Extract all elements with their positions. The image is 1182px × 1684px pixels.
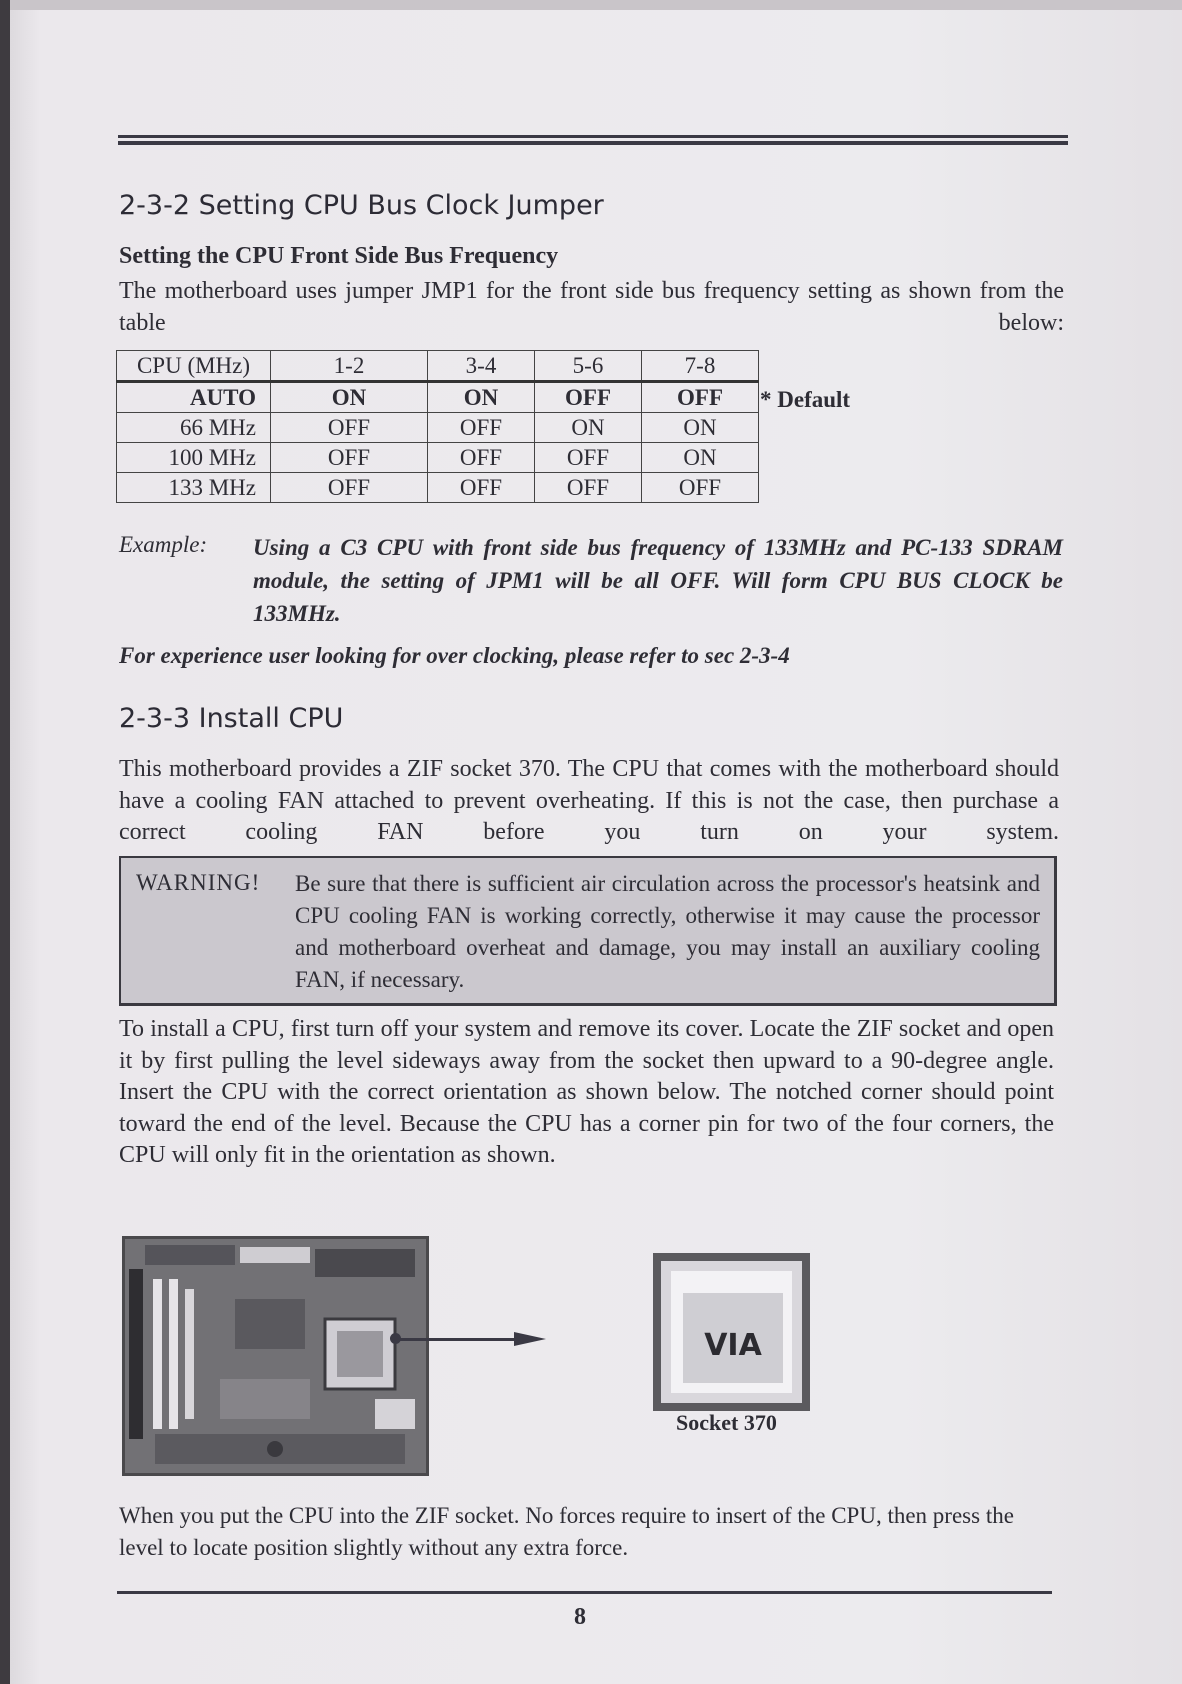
- example-label: Example:: [119, 532, 208, 557]
- subheading-fsb: Setting the CPU Front Side Bus Frequency: [119, 243, 559, 269]
- header-rule: [118, 135, 1068, 138]
- cpu-chip-illustration: [653, 1253, 810, 1411]
- arrow-origin-dot: [390, 1333, 401, 1344]
- socket-caption: Socket 370: [676, 1410, 777, 1435]
- table-cell: OFF: [428, 473, 535, 503]
- warning-label: WARNING!: [136, 870, 261, 895]
- table-cell: 66 MHz: [117, 413, 271, 443]
- table-row: [117, 443, 759, 473]
- example-text: Using a C3 CPU with front side bus frequency of 133MHz and PC-133 SDRAM module, the setting of JPM1 will be all OFF. Will form CPU BUS CLOCK be 133MHz.: [253, 535, 1063, 626]
- table-cell: ON: [428, 382, 535, 413]
- table-cell: OFF: [271, 473, 428, 503]
- table-cell: 100 MHz: [117, 443, 271, 473]
- section-heading-install-cpu: 2-3-3 Install CPU: [119, 703, 344, 734]
- table-cell: OFF: [428, 443, 535, 473]
- table-header-cell: 5-6: [535, 351, 642, 382]
- motherboard-illustration: [125, 1239, 426, 1473]
- header-rule: [118, 141, 1068, 145]
- table-cell: ON: [642, 443, 759, 473]
- table-cell: OFF: [535, 443, 642, 473]
- table-cell: OFF: [428, 413, 535, 443]
- table-cell: AUTO: [117, 382, 271, 413]
- table-row: [117, 413, 759, 443]
- motherboard-photo: [122, 1236, 429, 1476]
- closing-paragraph: When you put the CPU into the ZIF socket. No forces require to insert of the CPU, then press the level to locate position slightly without any extra force.: [119, 1503, 1014, 1560]
- section-heading-bus-clock: 2-3-2 Setting CPU Bus Clock Jumper: [119, 190, 604, 221]
- table-header-cell: CPU (MHz): [117, 351, 271, 382]
- arrow-head-icon: [514, 1332, 546, 1346]
- table-cell: ON: [642, 413, 759, 443]
- table-row: [117, 473, 759, 503]
- table-header-cell: 7-8: [642, 351, 759, 382]
- table-header-cell: 1-2: [271, 351, 428, 382]
- table-cell: OFF: [535, 473, 642, 503]
- install-paragraph: This motherboard provides a ZIF socket 370. The CPU that comes with the motherboard should have a cooling FAN attached to prevent overheating. If this is not the case, then purchase a correct cooling FAN before you turn on your system.: [119, 756, 1059, 845]
- table-cell: OFF: [271, 413, 428, 443]
- table-cell: 133 MHz: [117, 473, 271, 503]
- table-cell: OFF: [642, 382, 759, 413]
- page-number: 8: [574, 1604, 586, 1630]
- cpu-socket-photo: [653, 1253, 810, 1411]
- table-cell: OFF: [271, 443, 428, 473]
- warning-box: [119, 856, 1057, 1006]
- table-header-cell: 3-4: [428, 351, 535, 382]
- pointer-arrow: [396, 1338, 516, 1341]
- intro-paragraph: The motherboard uses jumper JMP1 for the front side bus frequency setting as shown from the table below:: [119, 278, 1064, 336]
- table-cell: OFF: [535, 382, 642, 413]
- overclock-note: For experience user looking for over clocking, please refer to sec 2-3-4: [119, 643, 790, 668]
- page-top-edge: [0, 0, 1182, 10]
- page-binding-edge: [0, 0, 10, 1684]
- table-cell: OFF: [642, 473, 759, 503]
- default-note: * Default: [760, 387, 851, 412]
- via-logo: VIA: [704, 1328, 762, 1363]
- table-row: [117, 382, 759, 413]
- table-cell: ON: [271, 382, 428, 413]
- table-cell: ON: [535, 413, 642, 443]
- install-steps-paragraph: To install a CPU, first turn off your system and remove its cover. Locate the ZIF socket and open it by first pulling the level sideways away from the socket then upward to a 90-degree angle. Insert the CPU with the correct orientation as shown below. The notched corner should point toward the end of the level. Because the CPU has a corner pin for two of the four corners, the CPU will only fit in the orientation as shown.: [119, 1016, 1054, 1168]
- jumper-table: [116, 350, 759, 503]
- footer-rule: [117, 1591, 1052, 1594]
- warning-text: Be sure that there is sufficient air circulation across the processor's heatsink and CPU cooling FAN is working correctly, otherwise it may cause the processor and motherboard overheat and damage, you may install an auxiliary cooling FAN, if necessary.: [295, 871, 1040, 992]
